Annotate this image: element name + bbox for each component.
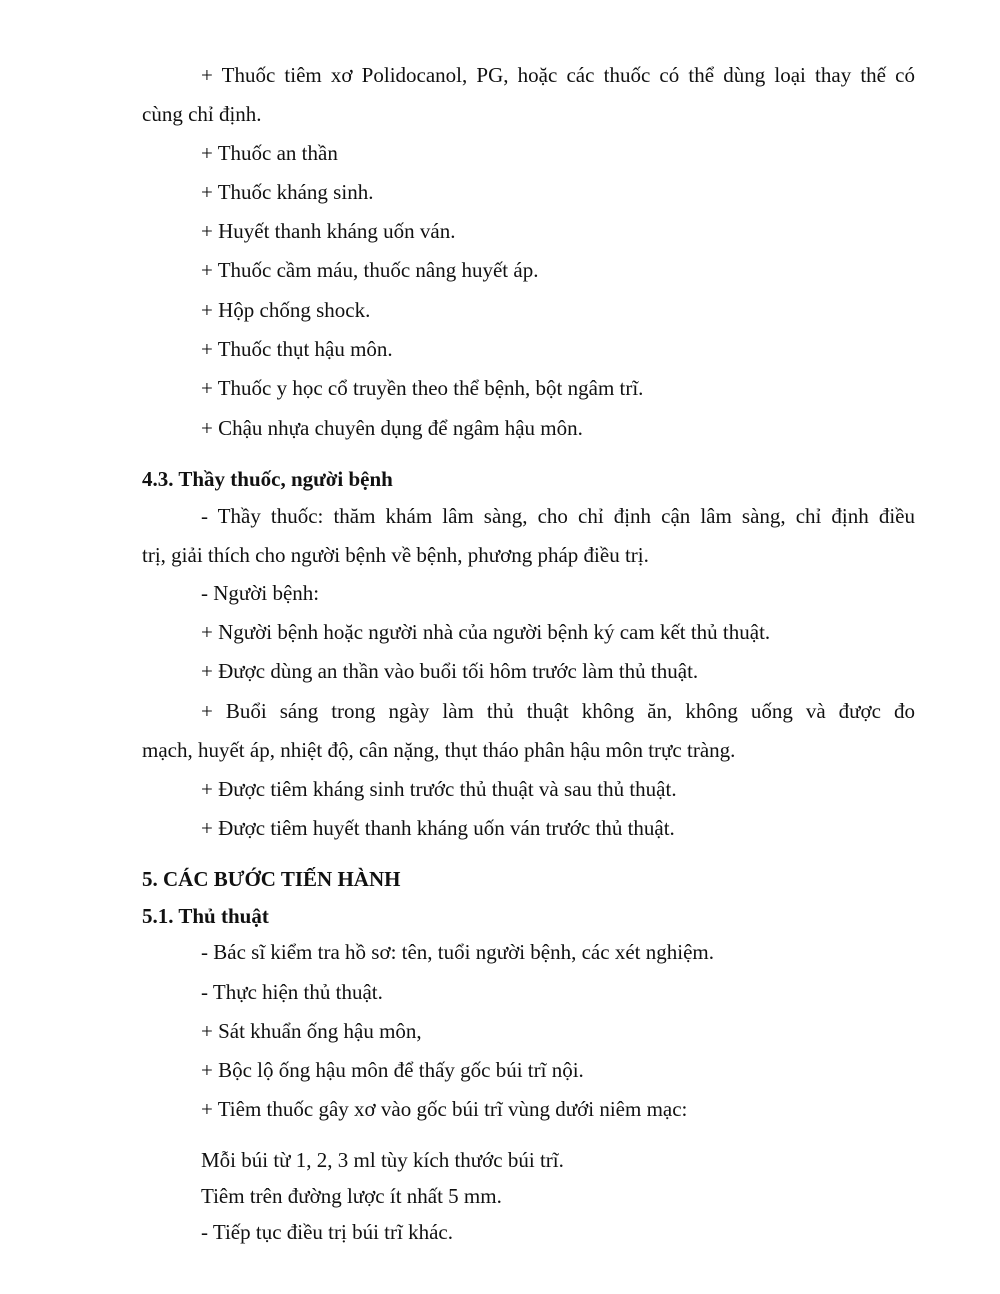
text-line: Tiêm trên đường lược ít nhất 5 mm.: [201, 1184, 502, 1208]
text-line: + Thuốc kháng sinh.: [201, 180, 374, 204]
text-line: trị, giải thích cho người bệnh về bệnh, phương pháp điều trị.: [142, 543, 649, 567]
text-line: + Buổi sáng trong ngày làm thủ thuật không ăn, không uống và được đo: [201, 699, 915, 723]
text-line: + Hộp chống shock.: [201, 298, 371, 322]
text-line: mạch, huyết áp, nhiệt độ, cân nặng, thụt tháo phân hậu môn trực tràng.: [142, 738, 736, 762]
text-line: + Thuốc thụt hậu môn.: [201, 337, 393, 361]
text-line: cùng chỉ định.: [142, 102, 262, 126]
text-line: + Bộc lộ ống hậu môn để thấy gốc búi trĩ nội.: [201, 1058, 584, 1082]
text-line: + Thuốc y học cổ truyền theo thể bệnh, bột ngâm trĩ.: [201, 376, 644, 400]
text-line: + Sát khuẩn ống hậu môn,: [201, 1019, 422, 1043]
section-heading: 4.3. Thầy thuốc, người bệnh: [142, 467, 393, 491]
text-line: + Chậu nhựa chuyên dụng để ngâm hậu môn.: [201, 416, 583, 440]
subsection-heading: 5.1. Thủ thuật: [142, 904, 269, 928]
text-line: - Bác sĩ kiểm tra hồ sơ: tên, tuổi người bệnh, các xét nghiệm.: [201, 940, 714, 964]
text-line: + Được tiêm huyết thanh kháng uốn ván trước thủ thuật.: [201, 816, 675, 840]
text-line: + Tiêm thuốc gây xơ vào gốc búi trĩ vùng dưới niêm mạc:: [201, 1097, 688, 1121]
text-line: Mỗi búi từ 1, 2, 3 ml tùy kích thước búi trĩ.: [201, 1148, 564, 1172]
text-line: - Thực hiện thủ thuật.: [201, 980, 383, 1004]
section-heading: 5. CÁC BƯỚC TIẾN HÀNH: [142, 867, 401, 891]
text-line: + Huyết thanh kháng uốn ván.: [201, 219, 456, 243]
text-line: + Thuốc cầm máu, thuốc nâng huyết áp.: [201, 258, 539, 282]
text-line: + Người bệnh hoặc người nhà của người bệnh ký cam kết thủ thuật.: [201, 620, 771, 644]
text-line: + Được tiêm kháng sinh trước thủ thuật và sau thủ thuật.: [201, 777, 677, 801]
text-line: + Thuốc an thần: [201, 141, 338, 165]
text-line: + Thuốc tiêm xơ Polidocanol, PG, hoặc các thuốc có thể dùng loại thay thế có: [201, 63, 915, 87]
text-line: + Được dùng an thần vào buổi tối hôm trước làm thủ thuật.: [201, 659, 699, 683]
text-line: - Thầy thuốc: thăm khám lâm sàng, cho chỉ định cận lâm sàng, chỉ định điều: [201, 504, 915, 528]
text-line: - Người bệnh:: [201, 581, 320, 605]
text-line: - Tiếp tục điều trị búi trĩ khác.: [201, 1220, 453, 1244]
